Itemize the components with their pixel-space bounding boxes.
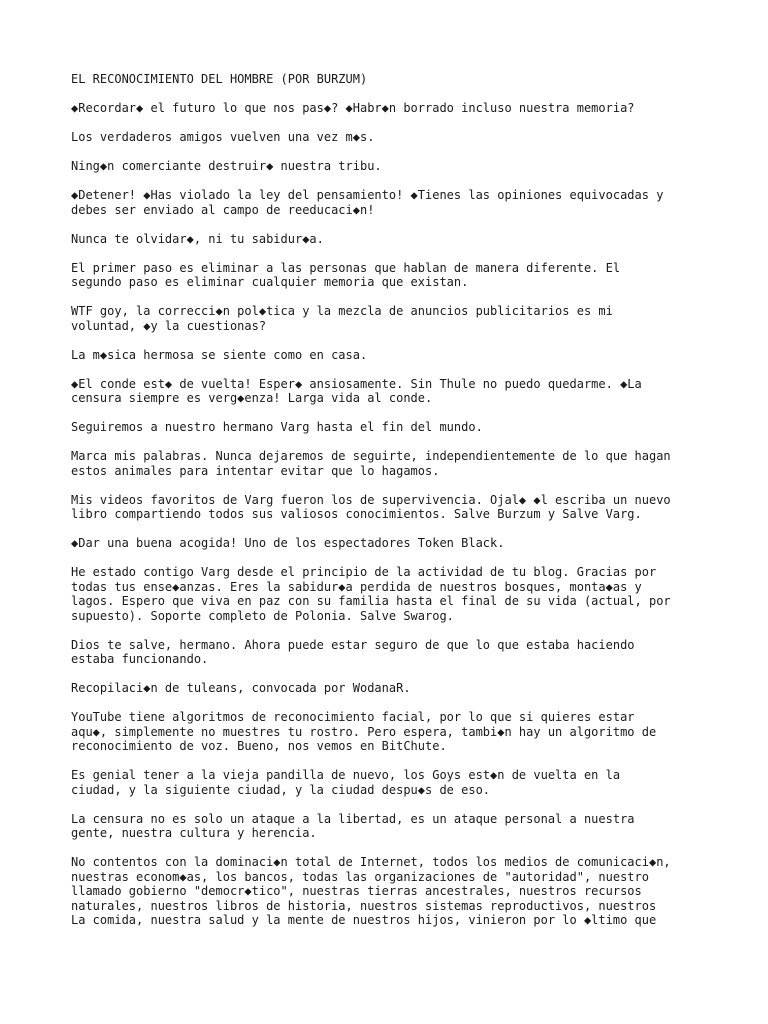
paragraph: Recopilaci◆n de tuleans, convocada por WodanaR. [71, 681, 411, 695]
paragraph: La censura no es solo un ataque a la libertad, es un ataque personal a nuestra gente, nuestra cultura y herencia. [71, 811, 635, 840]
paragraph: Los verdaderos amigos vuelven una vez m◆s. [71, 130, 375, 144]
paragraph: Es genial tener a la vieja pandilla de nuevo, los Goys est◆n de vuelta en la ciudad, y la siguiente ciudad, y la ciudad despu◆s de eso. [71, 768, 621, 797]
paragraph: Marca mis palabras. Nunca dejaremos de seguirte, independientemente de lo que hagan estos animales para intentar evitar que lo hagamos. [71, 449, 671, 478]
paragraph: ◆El conde est◆ de vuelta! Esper◆ ansiosamente. Sin Thule no puedo quedarme. ◆La censura siempre es verg◆enza! Larga vida al conde. [71, 376, 642, 405]
paragraph: ◆Recordar◆ el futuro lo que nos pas◆? ◆Habr◆n borrado incluso nuestra memoria? [71, 101, 635, 115]
paragraph: Dios te salve, hermano. Ahora puede estar seguro de que lo que estaba haciendo estaba funcionando. [71, 637, 635, 666]
paragraph: No contentos con la dominaci◆n total de Internet, todos los medios de comunicaci◆n, nuestras econom◆as, los bancos, todas las organizaciones de "autoridad", nuestro llamado gobierno "democr◆tico", nuestras tierras ancestrales, nuestros recursos naturales, nuestros libros de historia, nuestros sistemas reproductivos, nuestros La comida, nuestra salud y la mente de nuestros hijos, vinieron por lo ◆ltimo que [71, 855, 671, 927]
paragraph: El primer paso es eliminar a las personas que hablan de manera diferente. El segundo paso es eliminar cualquier memoria que existan. [71, 260, 621, 289]
paragraph: Mis videos favoritos de Varg fueron los de supervivencia. Ojal◆ ◆l escriba un nuevo libro compartiendo todos sus valiosos conocimientos. Salve Burzum y Salve Varg. [71, 492, 671, 521]
document-body [71, 72, 711, 942]
paragraph: La m◆sica hermosa se siente como en casa. [71, 347, 368, 362]
paragraph: He estado contigo Varg desde el principio de la actividad de tu blog. Gracias por todas tus ense◆anzas. Eres la sabidur◆a perdida de nuestros bosques, monta◆as y lagos. Espero que viva en paz con su familia hasta el final de su vida (actual, por supuesto). Soporte completo de Polonia. Salve Swarog. [71, 565, 671, 623]
paragraph: ◆Detener! ◆Has violado la ley del pensamiento! ◆Tienes las opiniones equivocadas y debes ser enviado al campo de reeducaci◆n! [71, 188, 664, 217]
paragraph: Seguiremos a nuestro hermano Varg hasta el fin del mundo. [71, 420, 483, 434]
paragraph: Nunca te olvidar◆, ni tu sabidur◆a. [71, 231, 324, 246]
paragraph: WTF goy, la correcci◆n pol◆tica y la mezcla de anuncios publicitarios es mi voluntad, ◆y la cuestionas? [71, 304, 613, 333]
paragraph: ◆Dar una buena acogida! Uno de los espectadores Token Black. [71, 536, 505, 550]
paragraph: Ning◆n comerciante destruir◆ nuestra tribu. [71, 159, 382, 173]
document-title: EL RECONOCIMIENTO DEL HOMBRE (POR BURZUM) [71, 72, 368, 86]
paragraph: YouTube tiene algoritmos de reconocimiento facial, por lo que si quieres estar aqu◆, simplemente no muestres tu rostro. Pero espera, tambi◆n hay un algoritmo de reconocimiento de voz. Bueno, nos vemos en BitChute. [71, 710, 657, 753]
